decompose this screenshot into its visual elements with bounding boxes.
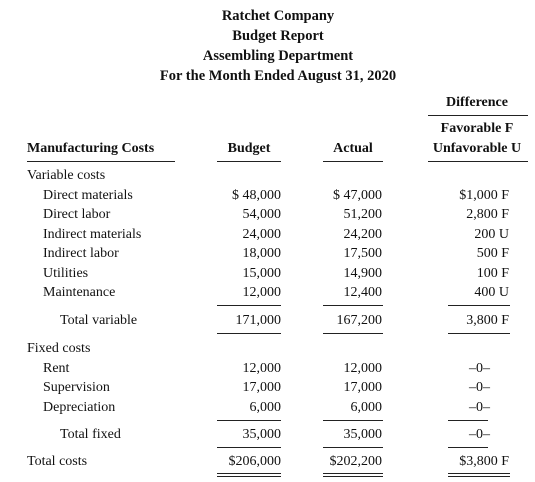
total-fixed-actual: 35,000 xyxy=(343,427,382,442)
actual-value: $ 47,000 xyxy=(333,188,382,203)
fixed-underline-budget xyxy=(217,447,281,448)
unfavorable-label: Unfavorable U xyxy=(432,141,522,156)
header-rule-difference xyxy=(428,161,528,162)
difference-value: –0– xyxy=(469,380,490,395)
budget-value: 15,000 xyxy=(242,266,281,281)
budget-value: 6,000 xyxy=(249,400,281,415)
subtotal-rule-difference xyxy=(448,305,510,306)
row-label: Rent xyxy=(43,361,70,376)
total-double-rule-difference-1 xyxy=(448,473,510,474)
fixed-rule-budget xyxy=(217,420,281,421)
difference-header-rule xyxy=(428,115,528,116)
row-label: Indirect materials xyxy=(43,227,142,242)
difference-value: 500 F xyxy=(476,246,509,261)
row-label: Depreciation xyxy=(43,400,116,415)
row-label: Direct labor xyxy=(43,207,111,222)
subtotal-rule-budget xyxy=(217,305,281,306)
total-costs-label: Total costs xyxy=(27,454,88,469)
budget-value: $ 48,000 xyxy=(232,188,281,203)
actual-value: 51,200 xyxy=(343,207,382,222)
manufacturing-costs-header: Manufacturing Costs xyxy=(27,141,155,156)
difference-value: 400 U xyxy=(474,285,509,300)
total-double-rule-budget-1 xyxy=(217,473,281,474)
total-costs-budget: $206,000 xyxy=(228,454,281,469)
total-double-rule-difference-2 xyxy=(448,476,510,477)
row-label: Maintenance xyxy=(43,285,116,300)
subtotal-underline-difference xyxy=(448,333,510,334)
total-fixed-budget: 35,000 xyxy=(242,427,281,442)
department-name: Assembling Department xyxy=(202,48,354,64)
total-fixed-label: Total fixed xyxy=(60,427,121,442)
subtotal-underline-budget xyxy=(217,333,281,334)
header-rule-budget xyxy=(217,161,281,162)
actual-value: 12,400 xyxy=(343,285,382,300)
actual-value: 14,900 xyxy=(343,266,382,281)
favorable-label: Favorable F xyxy=(440,121,514,136)
actual-value: 17,000 xyxy=(343,380,382,395)
actual-value: 24,200 xyxy=(343,227,382,242)
subtotal-underline-actual xyxy=(323,333,383,334)
fixed-underline-difference xyxy=(448,447,488,448)
fixed-rule-actual xyxy=(323,420,383,421)
budget-value: 17,000 xyxy=(242,380,281,395)
difference-header: Difference xyxy=(446,95,508,110)
total-variable-actual: 167,200 xyxy=(336,313,382,328)
total-variable-difference: 3,800 F xyxy=(466,313,509,328)
actual-value: 12,000 xyxy=(343,361,382,376)
variable-costs-heading: Variable costs xyxy=(27,168,106,183)
row-label: Utilities xyxy=(43,266,89,281)
difference-value: 2,800 F xyxy=(466,207,509,222)
total-costs-actual: $202,200 xyxy=(329,454,382,469)
difference-value: –0– xyxy=(469,400,490,415)
header-rule-actual xyxy=(323,161,383,162)
company-name: Ratchet Company xyxy=(221,8,335,24)
budget-value: 12,000 xyxy=(242,285,281,300)
actual-value: 17,500 xyxy=(343,246,382,261)
difference-value: $1,000 F xyxy=(459,188,509,203)
total-variable-label: Total variable xyxy=(60,313,138,328)
fixed-rule-difference xyxy=(448,420,488,421)
total-costs-difference: $3,800 F xyxy=(459,454,509,469)
report-title: Budget Report xyxy=(232,28,324,44)
total-double-rule-actual-1 xyxy=(323,473,383,474)
fixed-costs-heading: Fixed costs xyxy=(27,341,91,356)
budget-value: 24,000 xyxy=(242,227,281,242)
row-label: Supervision xyxy=(43,380,110,395)
difference-value: 200 U xyxy=(474,227,509,242)
budget-value: 54,000 xyxy=(242,207,281,222)
budget-value: 12,000 xyxy=(242,361,281,376)
actual-header: Actual xyxy=(333,141,373,156)
fixed-underline-actual xyxy=(323,447,383,448)
total-fixed-difference: –0– xyxy=(469,427,490,442)
subtotal-rule-actual xyxy=(323,305,383,306)
row-label: Direct materials xyxy=(43,188,133,203)
header-rule-costs xyxy=(27,161,175,162)
row-label: Indirect labor xyxy=(43,246,119,261)
report-period: For the Month Ended August 31, 2020 xyxy=(159,68,397,84)
difference-value: 100 F xyxy=(476,266,509,281)
total-double-rule-actual-2 xyxy=(323,476,383,477)
difference-value: –0– xyxy=(469,361,490,376)
total-variable-budget: 171,000 xyxy=(235,313,281,328)
budget-header: Budget xyxy=(227,141,271,156)
total-double-rule-budget-2 xyxy=(217,476,281,477)
budget-value: 18,000 xyxy=(242,246,281,261)
actual-value: 6,000 xyxy=(350,400,382,415)
